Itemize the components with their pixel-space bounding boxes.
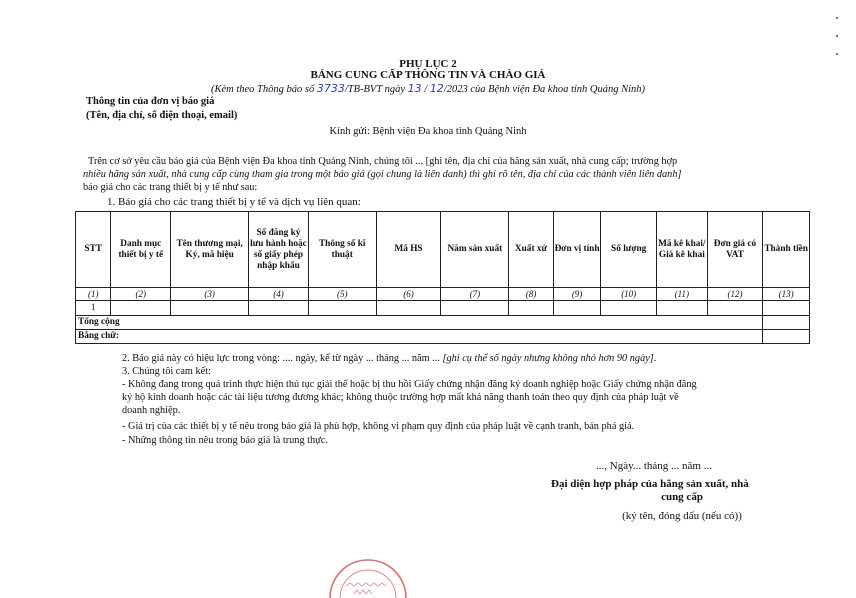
col-header-specs: Thông số kĩ thuật xyxy=(308,212,376,288)
table-cell xyxy=(553,301,601,316)
col-number: (2) xyxy=(111,288,171,301)
handwritten-day: 13 xyxy=(407,82,422,95)
intro-line-2: nhiều hãng sản xuất, nhà cung cấp cùng tham gia trong một báo giá (gọi chung là liên danh) thì ghi rõ tên, địa chỉ của các thành viên liên danh] xyxy=(83,169,682,180)
col-header-amount: Thành tiền xyxy=(763,212,810,288)
handwritten-month: 12 xyxy=(429,82,444,95)
table-column-number-row xyxy=(76,288,810,301)
table-cell xyxy=(249,301,309,316)
commitment-3: - Những thông tin nêu trong báo giá là trung thực. xyxy=(122,435,328,446)
table-cell xyxy=(601,301,657,316)
signature-date-line: ..., Ngày... tháng ... năm ... xyxy=(596,460,712,472)
table-cell xyxy=(441,301,509,316)
handwritten-notice-number: 3733 xyxy=(316,82,345,95)
col-number: (9) xyxy=(553,288,601,301)
document-title: BẢNG CUNG CẤP THÔNG TIN VÀ CHÀO GIÁ xyxy=(310,69,546,81)
validity-note: 2. Báo giá này có hiệu lực trong vòng: .... ngày, kể từ ngày ... tháng ... năm ... [ghi cụ thể số ngày nhưng không nhỏ hơn 90 ngày]. xyxy=(122,353,657,364)
col-header-origin: Xuất xứ xyxy=(509,212,554,288)
section-1-heading: 1. Báo giá cho các trang thiết bị y tế và dịch vụ liên quan: xyxy=(107,196,361,208)
table-row xyxy=(76,301,810,316)
col-number: (8) xyxy=(509,288,554,301)
greeting-line: Kính gửi: Bệnh viện Đa khoa tỉnh Quảng Ninh xyxy=(329,126,527,137)
signature-title-line-1: Đại diện hợp pháp của hãng sản xuất, nhà xyxy=(551,478,749,490)
table-cell xyxy=(171,301,249,316)
col-header-unit-price-vat: Đơn giá có VAT xyxy=(707,212,763,288)
quotation-table xyxy=(75,211,810,344)
signature-title-line-2: cung cấp xyxy=(661,491,703,503)
col-number: (1) xyxy=(76,288,111,301)
intro-line-1: Trên cơ sở yêu cầu báo giá của Bệnh viện Đa khoa tỉnh Quảng Ninh, chúng tôi ... [ghi tên, địa chỉ của hãng sản xuất, nhà cung cấp; trường hợp xyxy=(88,156,678,167)
table-cell xyxy=(657,301,708,316)
table-cell xyxy=(111,301,171,316)
col-number: (13) xyxy=(763,288,810,301)
table-cell xyxy=(308,301,376,316)
col-header-hs-code: Mã HS xyxy=(376,212,441,288)
table-words-row xyxy=(76,330,810,344)
table-cell xyxy=(509,301,554,316)
col-header-manufacture-year: Năm sản xuất xyxy=(441,212,509,288)
intro-line-3: báo giá cho các trang thiết bị y tế như sau: xyxy=(83,182,258,193)
total-amount-cell xyxy=(763,316,810,330)
col-header-unit: Đơn vị tính xyxy=(553,212,601,288)
commitment-1-line-2: ký hộ kinh doanh hoặc các tài liệu tương đương khác; không thuộc trường hợp mất khả năng thanh toán theo quy định của pháp luật về xyxy=(122,392,679,403)
col-header-trade-name: Tên thương mại, Ký, mã hiệu xyxy=(171,212,249,288)
col-number: (5) xyxy=(308,288,376,301)
commitment-1-line-1: - Không đang trong quá trình thực hiện thủ tục giải thể hoặc bị thu hồi Giấy chứng nhận đăng ký doanh nghiệp hoặc Giấy chứng nhận đăng xyxy=(122,379,697,390)
row-stt: 1 xyxy=(76,301,111,316)
col-header-quantity: Số lượng xyxy=(601,212,657,288)
table-header-row xyxy=(76,212,810,288)
col-header-declared-price: Mã kê khai/ Giá kê khai xyxy=(657,212,708,288)
col-header-registration-no: Số đăng ký lưu hành hoặc số giấy phép nhập khẩu xyxy=(249,212,309,288)
margin-dots-decoration xyxy=(834,14,840,64)
table-cell xyxy=(376,301,441,316)
col-number: (4) xyxy=(249,288,309,301)
col-header-device-list: Danh mục thiết bị y tế xyxy=(111,212,171,288)
red-seal-stamp-icon xyxy=(326,546,410,598)
table-cell xyxy=(763,301,810,316)
amount-in-words-label: Bằng chữ: xyxy=(76,330,763,344)
col-number: (11) xyxy=(657,288,708,301)
total-label: Tổng cộng xyxy=(76,316,763,330)
col-header-stt: STT xyxy=(76,212,111,288)
table-cell xyxy=(707,301,763,316)
words-amount-cell xyxy=(763,330,810,344)
col-number: (12) xyxy=(707,288,763,301)
unit-info-detail: (Tên, địa chỉ, số điện thoại, email) xyxy=(86,110,238,121)
signature-instruction: (ký tên, đóng dấu (nếu có)) xyxy=(622,510,742,522)
col-number: (3) xyxy=(171,288,249,301)
col-number: (7) xyxy=(441,288,509,301)
document-subtitle: (Kèm theo Thông báo số 3733/TB-BVT ngày 13 / 12/2023 của Bệnh viện Đa khoa tỉnh Quảng Ninh) xyxy=(210,82,646,95)
commitment-heading: 3. Chúng tôi cam kết: xyxy=(122,366,211,377)
commitment-2: - Giá trị của các thiết bị y tế nêu trong báo giá là phù hợp, không vi phạm quy định của pháp luật về cạnh tranh, bán phá giá. xyxy=(122,421,635,432)
table-total-row xyxy=(76,316,810,330)
unit-info-heading: Thông tin của đơn vị báo giá xyxy=(86,96,215,107)
commitment-1-line-3: doanh nghiệp. xyxy=(122,405,181,416)
col-number: (6) xyxy=(376,288,441,301)
appendix-title: PHỤ LỤC 2 xyxy=(399,58,457,70)
col-number: (10) xyxy=(601,288,657,301)
